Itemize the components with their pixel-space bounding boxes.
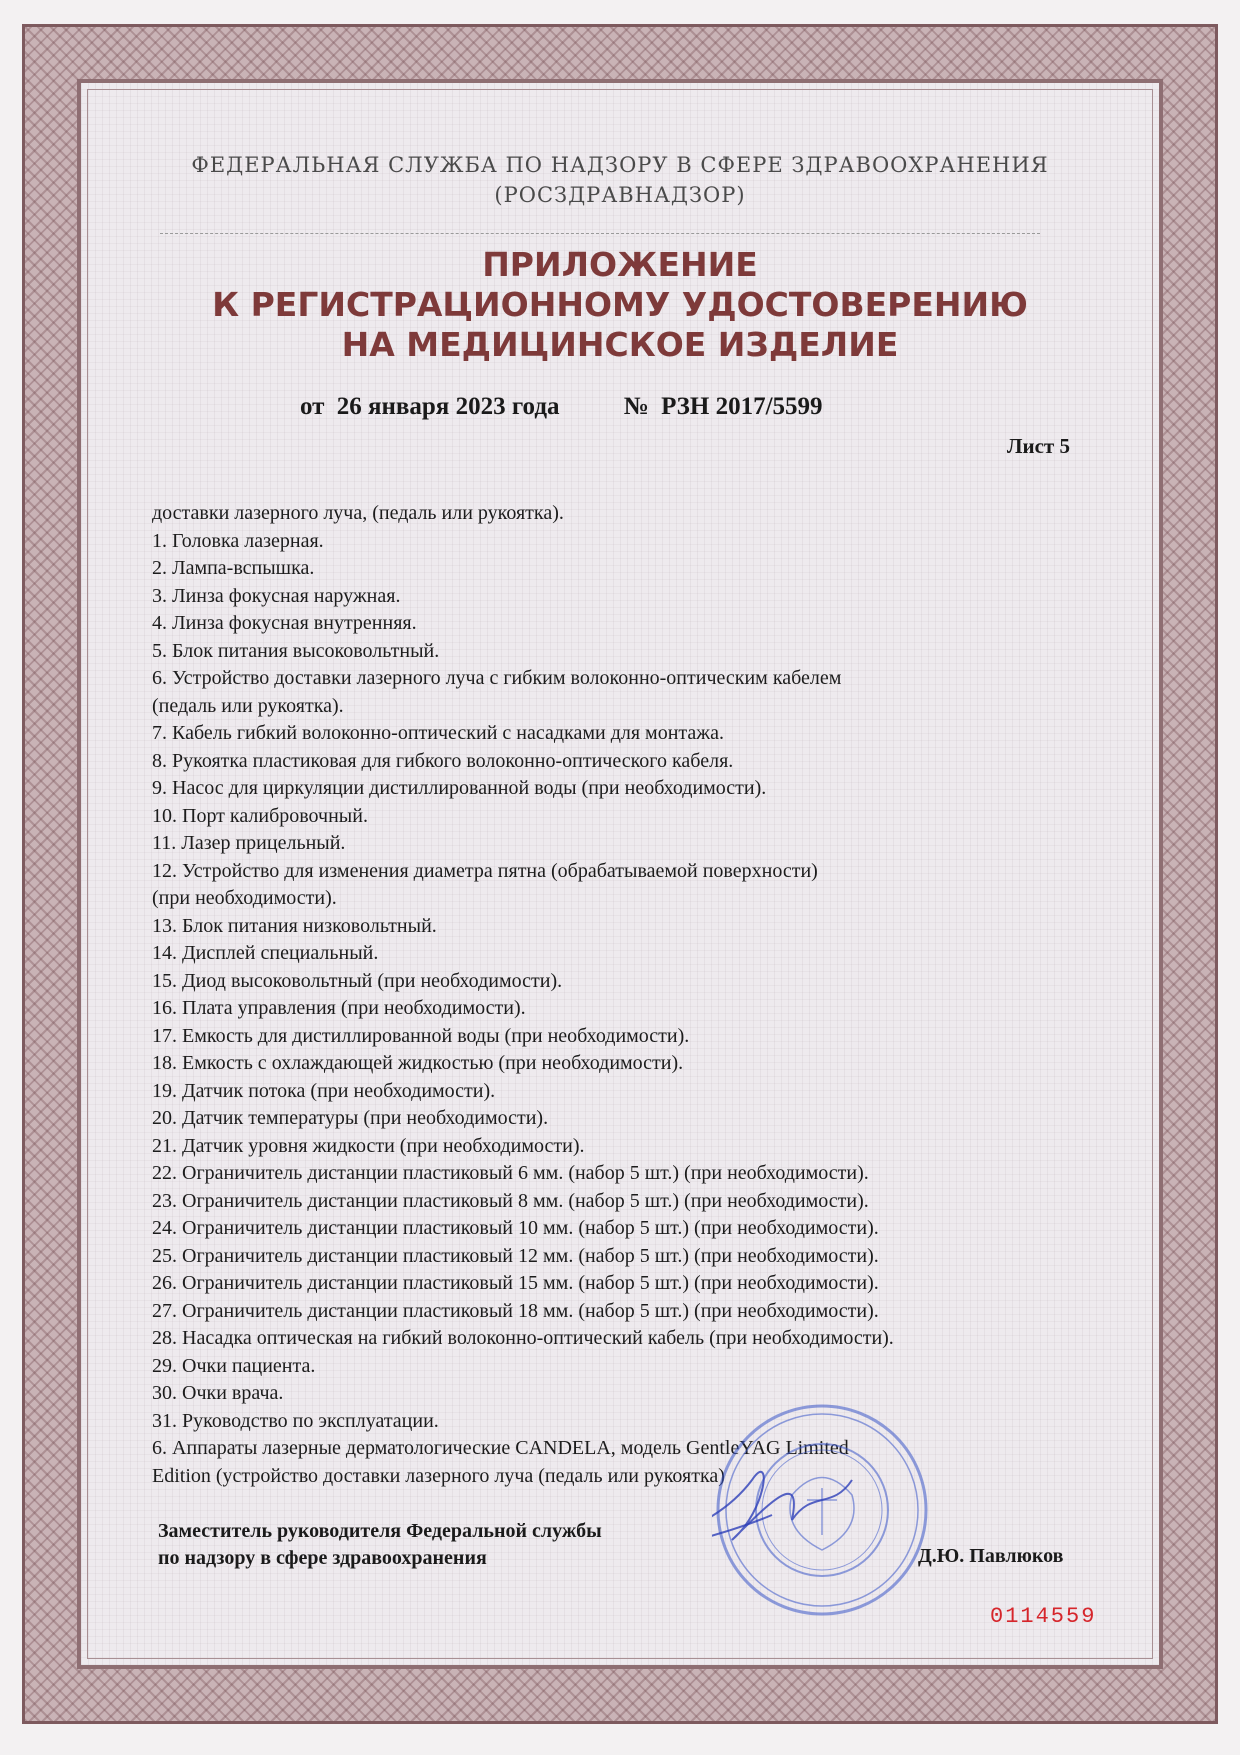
list-item: 23. Ограничитель дистанции пластиковый 8 мм. (набор 5 шт.) (при необходимости).: [152, 1189, 869, 1212]
registration-number: РЗН 2017/5599: [661, 393, 823, 420]
signer-name: Д.Ю. Павлюков: [918, 1545, 1064, 1567]
signer-position-line-1: Заместитель руководителя Федеральной службы: [158, 1520, 602, 1542]
list-item: 26. Ограничитель дистанции пластиковый 15 мм. (набор 5 шт.) (при необходимости).: [152, 1272, 879, 1294]
list-item: 2. Лампа-вспышка.: [152, 557, 315, 579]
list-item: 28. Насадка оптическая на гибкий волоконно-оптический кабель (при необходимости).: [152, 1327, 894, 1349]
list-item: 17. Емкость для дистиллированной воды (при необходимости).: [152, 1024, 690, 1047]
list-item: 9. Насос для циркуляции дистиллированной воды (при необходимости).: [152, 777, 767, 799]
list-item: 11. Лазер прицельный.: [152, 832, 346, 854]
list-item: 31. Руководство по эксплуатации.: [152, 1409, 439, 1432]
list-item: доставки лазерного луча, (педаль или рукоятка).: [152, 502, 564, 524]
agency-header: [0, 150, 1240, 210]
number-sign: №: [623, 393, 649, 420]
list-item: 6. Устройство доставки лазерного луча с гибким волоконно-оптическим кабелем: [152, 667, 842, 689]
list-item: 30. Очки врача.: [152, 1382, 284, 1404]
list-item: 12. Устройство для изменения диаметра пятна (обрабатываемой поверхности): [152, 859, 818, 882]
list-item: 16. Плата управления (при необходимости).: [152, 997, 526, 1019]
date-prefix: от: [300, 393, 325, 420]
sheet-number: Лист 5: [1006, 434, 1070, 458]
title-line-2: К РЕГИСТРАЦИОННОМУ УДОСТОВЕРЕНИЮ: [212, 285, 1028, 324]
list-item: (педаль или рукоятка).: [152, 694, 344, 717]
title-line-3: НА МЕДИЦИНСКОЕ ИЗДЕЛИЕ: [341, 325, 899, 364]
issue-date: 26 января 2023 года: [336, 393, 560, 420]
list-item: 22. Ограничитель дистанции пластиковый 6 мм. (набор 5 шт.) (при необходимости).: [152, 1162, 869, 1184]
list-item: Edition (устройство доставки лазерного луча (педаль или рукоятка): [152, 1464, 725, 1487]
list-item: 20. Датчик температуры (при необходимости).: [152, 1107, 549, 1129]
component-list: [152, 500, 1112, 1490]
document-title: [0, 245, 1240, 365]
list-item: 10. Порт калибровочный.: [152, 804, 368, 827]
list-item: 18. Емкость с охлаждающей жидкостью (при необходимости).: [152, 1052, 684, 1074]
list-item: 6. Аппараты лазерные дерматологические CANDELA, модель GentleYAG Limited: [152, 1437, 849, 1459]
list-item: (при необходимости).: [152, 887, 337, 909]
official-seal-stamp: [712, 1400, 932, 1620]
list-item: 29. Очки пациента.: [152, 1354, 316, 1377]
date-and-number: [300, 393, 829, 421]
header-divider: [160, 233, 1040, 234]
form-serial-number: 0114559: [990, 1604, 1097, 1629]
list-item: 3. Линза фокусная наружная.: [152, 584, 401, 607]
agency-name: ФЕДЕРАЛЬНАЯ СЛУЖБА ПО НАДЗОРУ В СФЕРЕ ЗДРАВООХРАНЕНИЯ: [191, 153, 1049, 177]
list-item: 25. Ограничитель дистанции пластиковый 12 мм. (набор 5 шт.) (при необходимости).: [152, 1244, 879, 1267]
list-item: 27. Ограничитель дистанции пластиковый 18 мм. (набор 5 шт.) (при необходимости).: [152, 1299, 879, 1322]
title-line-1: ПРИЛОЖЕНИЕ: [482, 245, 758, 284]
list-item: 14. Дисплей специальный.: [152, 942, 379, 964]
list-item: 15. Диод высоковольтный (при необходимости).: [152, 969, 563, 992]
list-item: 24. Ограничитель дистанции пластиковый 10 мм. (набор 5 шт.) (при необходимости).: [152, 1217, 879, 1239]
list-item: 1. Головка лазерная.: [152, 529, 324, 552]
list-item: 21. Датчик уровня жидкости (при необходимости).: [152, 1134, 585, 1157]
signer-position: [158, 1518, 602, 1572]
list-item: 7. Кабель гибкий волоконно-оптический с насадками для монтажа.: [152, 722, 724, 744]
list-item: 13. Блок питания низковольтный.: [152, 914, 437, 937]
list-item: 8. Рукоятка пластиковая для гибкого волоконно-оптического кабеля.: [152, 749, 734, 772]
list-item: 19. Датчик потока (при необходимости).: [152, 1079, 496, 1102]
agency-abbreviation: (РОСЗДРАВНАДЗОР): [494, 183, 746, 207]
list-item: 5. Блок питания высоковольтный.: [152, 639, 440, 662]
list-item: 4. Линза фокусная внутренняя.: [152, 612, 417, 634]
signer-position-line-2: по надзору в сфере здравоохранения: [158, 1547, 487, 1569]
